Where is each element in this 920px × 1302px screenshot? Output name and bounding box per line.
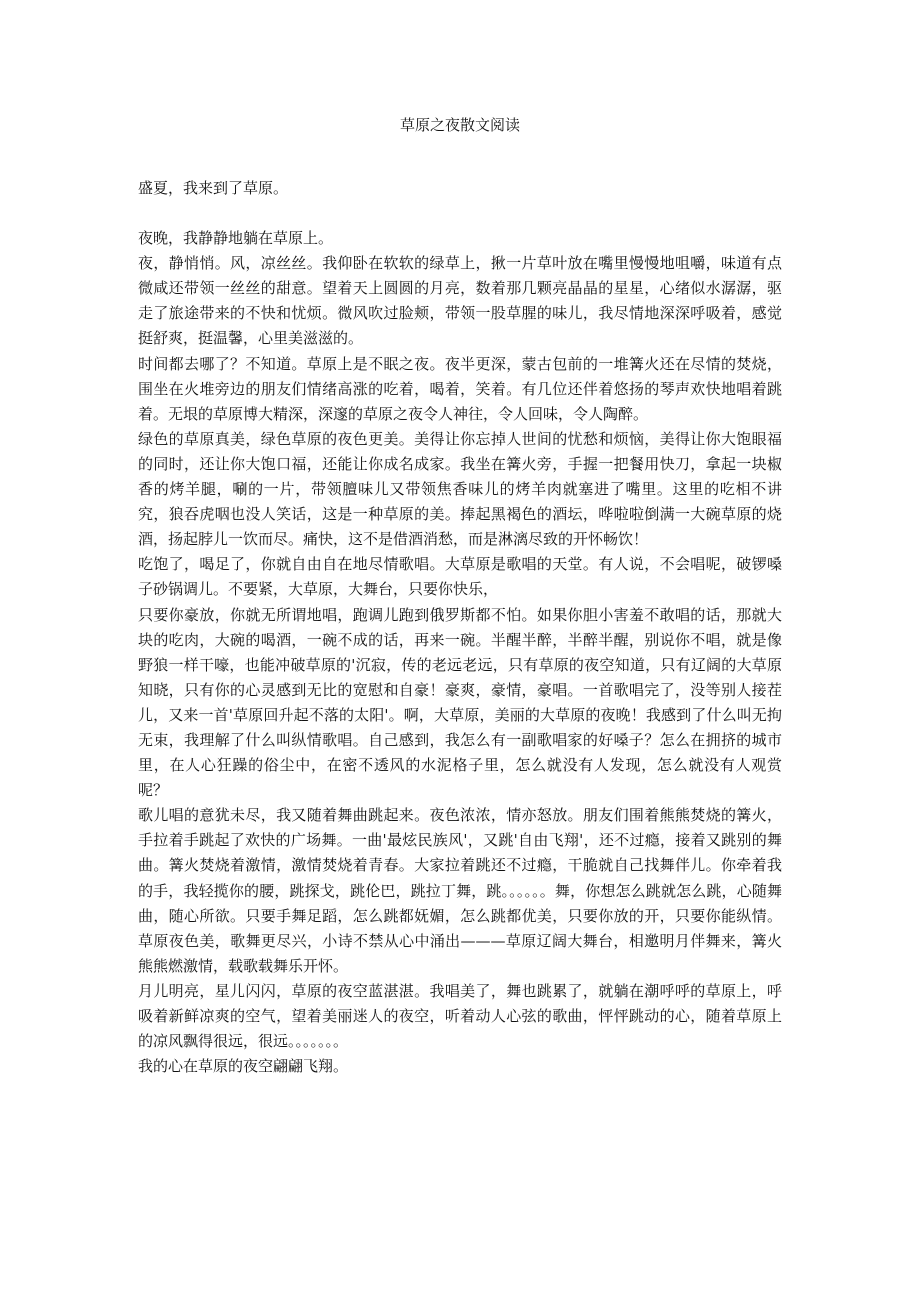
paragraph: 绿色的草原真美，绿色草原的夜色更美。美得让你忘掉人世间的忧愁和烦恼，美得让你大饱眼福的同时，还让你大饱口福，还能让你成名成家。我坐在篝火旁，手握一把餐用快刀，拿起一块椒香的烤羊腿，唰的一片，带领膻味儿又带领焦香味儿的烤羊肉就塞进了嘴里。这里的吃相不讲究，狼吞虎咽也没人笑话，这是一种草原的美。捧起黑褐色的酒坛，哗啦啦倒满一大碗草原的烧酒，扬起脖儿一饮而尽。痛快，这不是借酒消愁，而是淋漓尽致的开怀畅饮！ [138,429,782,549]
paragraph: 时间都去哪了？不知道。草原上是不眠之夜。夜半更深，蒙古包前的一堆篝火还在尽情的焚烧，围坐在火堆旁边的朋友们情绪高涨的吃着，喝着，笑着。有几位还伴着悠扬的琴声欢快地唱着跳着。无垠的草原博大精深，深邃的草原之夜令人神往，令人回味，令人陶醉。 [138,354,782,423]
document-body [138,176,782,1079]
paragraph-closing: 我的心在草原的夜空翩翩飞翔。 [138,1057,349,1076]
paragraph: 歌儿唱的意犹未尽，我又随着舞曲跳起来。夜色浓浓，情亦怒放。朋友们围着熊熊焚烧的篝火，手拉着手跳起了欢快的广场舞。一曲'最炫民族风'，又跳'自由飞翔'，还不过瘾，接着又跳别的舞曲。篝火焚烧着激情，激情焚烧着青春。大家拉着跳还不过瘾，干脆就自己找舞伴儿。你牵着我的手，我轻揽你的腰，跳探戈，跳伦巴，跳拉丁舞，跳。。。。。。舞，你想怎么跳就怎么跳，心随舞曲，随心所欲。只要手舞足蹈，怎么跳都妩媚，怎么跳都优美，只要你放的开，只要你能纵情。草原夜色美，歌舞更尽兴，小诗不禁从心中涌出———草原辽阔大舞台，相邀明月伴舞来，篝火熊熊燃激情，载歌载舞乐开怀。 [138,806,782,975]
paragraph: 月儿明亮，星儿闪闪，草原的夜空蓝湛湛。我唱美了，舞也跳累了，就躺在潮呼呼的草原上，呼吸着新鲜凉爽的空气，望着美丽迷人的夜空，听着动人心弦的歌曲，怦怦跳动的心，随着草原上的凉风飘得很远，很远。。。。。。。 [138,981,782,1051]
paragraph-intro: 盛夏，我来到了草原。 [138,179,289,197]
paragraph: 只要你豪放，你就无所谓地唱，跑调儿跑到俄罗斯都不怕。如果你胆小害羞不敢唱的话，那就大块的吃肉，大碗的喝酒，一碗不成的话，再来一碗。半醒半醉，半醉半醒，别说你不唱，就是像野狼一样干嚎，也能冲破草原的'沉寂，传的老远老远，只有草原的夜空知道，只有辽阔的大草原知晓，只有你的心灵感到无比的宽慰和自豪！豪爽，豪情，豪唱。一首歌唱完了，没等别人接茬儿，又来一首'草原回升起不落的太阳'。啊，大草原，美丽的大草原的夜晚！我感到了什么叫无拘无束，我理解了什么叫纵情歌唱。自己感到，我怎么有一副歌唱家的好嗓子？怎么在拥挤的城市里，在人心狂躁的俗尘中，在密不透风的水泥格子里，怎么就没有人发现，怎么就没有人观赏呢？ [138,605,782,800]
document-title: 草原之夜散文阅读 [399,116,520,134]
paragraph: 夜，静悄悄。风，凉丝丝。我仰卧在软软的绿草上，揪一片草叶放在嘴里慢慢地咀嚼，味道有点微咸还带领一丝丝的甜意。望着天上圆圆的月亮，数着那几颗亮晶晶的星星，心绪似水潺潺，驱走了旅途带来的不快和忧烦。微风吹过脸颊，带领一股草腥的味儿，我尽情地深深呼吸着，感觉挺舒爽，挺温馨，心里美滋滋的。 [138,254,782,348]
blank-line [138,201,782,226]
paragraph: 吃饱了，喝足了，你就自由自在地尽情歌唱。大草原是歌唱的天堂。有人说，不会唱呢，破锣嗓子砂锅调儿。不要紧，大草原，大舞台，只要你快乐， [138,555,782,599]
paragraph: 夜晚，我静静地躺在草原上。 [138,229,334,248]
